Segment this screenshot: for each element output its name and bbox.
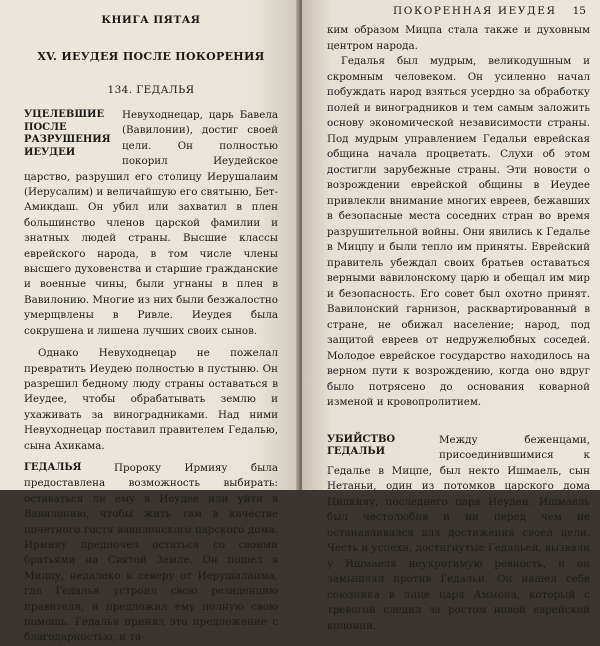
right-page [302, 0, 600, 632]
running-head [327, 3, 590, 23]
paragraph: Гедалья был мудрым, великодушным и скромным человеком. Он усиленно начал побуждать народ взяться усердно за обработку полей и виноградников и тем самым заложить основу экономической независимости страны. Под мудрым управлением Гедальи еврейская община начала процветать. Слухи об этом достигли зарубежные страны. Эти новости о возрождении еврейской общины в Иеудее привлекли внимание многих евреев, бежавших в безопасные места соседних стран во время разрушительной войны. Они явились к Гедалье в Мицпу и были тепло им приняты. Еврейский правитель убеждал своих братьев оставаться верными вавилонскому царю и обещал им мир и безопасность. Его совет был охотно принят. Вавилонский гарнизон, расквартированный в стране, не обижал население; народ, под защитой евреев от недружелюбных соседей. Молодое еврейское государство находилось на верном пути к возрождению, когда оно вдруг было потрясено до основания коварной изменой и кровопролитием. [327, 55, 590, 408]
text-block-nebuchadnezzar [24, 346, 278, 454]
side-heading-gedalia: ГЕДАЛЬЯ [24, 461, 82, 473]
paragraph: Однако Невуходнецар не пожелал превратить Иеудею полностью в пустыню. Он разрешил бедному люду страны оставаться в Иеудее, чтобы обрабатывать землю и ухаживать за виноградниками. Над ними Невуходнецар поставил правителем Гедалью, сына Ахикама. [24, 347, 278, 452]
paragraph: Пророку Ирмияу была предоставлена возможность выбирать: оставаться ли ему в Иеудее или уйти в Вавилонию, чтобы жить там в качестве почетного гостя вавилонского царского дома. Ирмияу предпочел остаться со своими братьями на Святой Земле. Он пошел в Мицпу, недалеко к северу от Иерушалаима, где Гедалья устроил свою резиденцию правителя, и предложил ему полную свою помощь. Гедалья принял это предложение с благодарностью, и та- [24, 461, 278, 644]
text-block-gedalia [24, 461, 278, 646]
paragraph: Между беженцами, присоединившимися к Гедалье в Мицпе, был некто Ишмаель, сын Нетаньи, один из потомков царского дома Цидкияу, последнего царя Иеудеи. Ишмаель был честолюбив и ни перед чем не останавливался для достижения своей цели. Честь и успехи, достигнутые Гедальей, вызвали у Ишмаеля неукротимую ревность, и он замышлял против Гедальи. Он нашел себе союзника в лице царя Аммона, который с тревогой следил за ростом новой еврейской колонии. [327, 433, 590, 632]
left-page [0, 0, 300, 644]
side-heading-murder: УБИЙСТВО ГЕДАЛЬИ [327, 433, 396, 457]
text-block-survivors [24, 108, 278, 339]
side-heading-survivors: УЦЕЛЕВШИЕ ПОСЛЕ РАЗРУШЕНИЯ ИЕУДЕИ [24, 109, 111, 158]
section-title: 134. ГЕДАЛЬЯ [107, 84, 195, 96]
paragraph: Невуходнецар, царь Бавела (Вавилонии), достиг своей цели. Он полностью покорил Иеудейское царство, разрушил его столицу Иерушалаим (Иерусалим) и величайшую его святыню, Бет-Амикдаш. Он убил или захватил в плен большинство членов царской фамилии и знатных людей страны. Высшие классы еврейского народа, в том числе члены высшего духовенства и старшие гражданские и военные чины, были угнаны в плен в Вавилонию. Многие из них были безжалостно умерщвлены в Ривле. Иеудея была сокрушена и лишена лучших своих сынов. [24, 109, 278, 337]
chapter-title: XV. ИЕУДЕЯ ПОСЛЕ ПОКОРЕНИЯ [37, 50, 265, 63]
paragraph: ким образом Мицпа стала также и духовным центром народа. [327, 24, 590, 52]
page-number: 15 [572, 5, 586, 17]
book-title: КНИГА ПЯТАЯ [101, 14, 201, 26]
running-head-title: ПОКОРЕННАЯ ИЕУДЕЯ [393, 5, 557, 17]
text-block-murder [327, 433, 590, 635]
